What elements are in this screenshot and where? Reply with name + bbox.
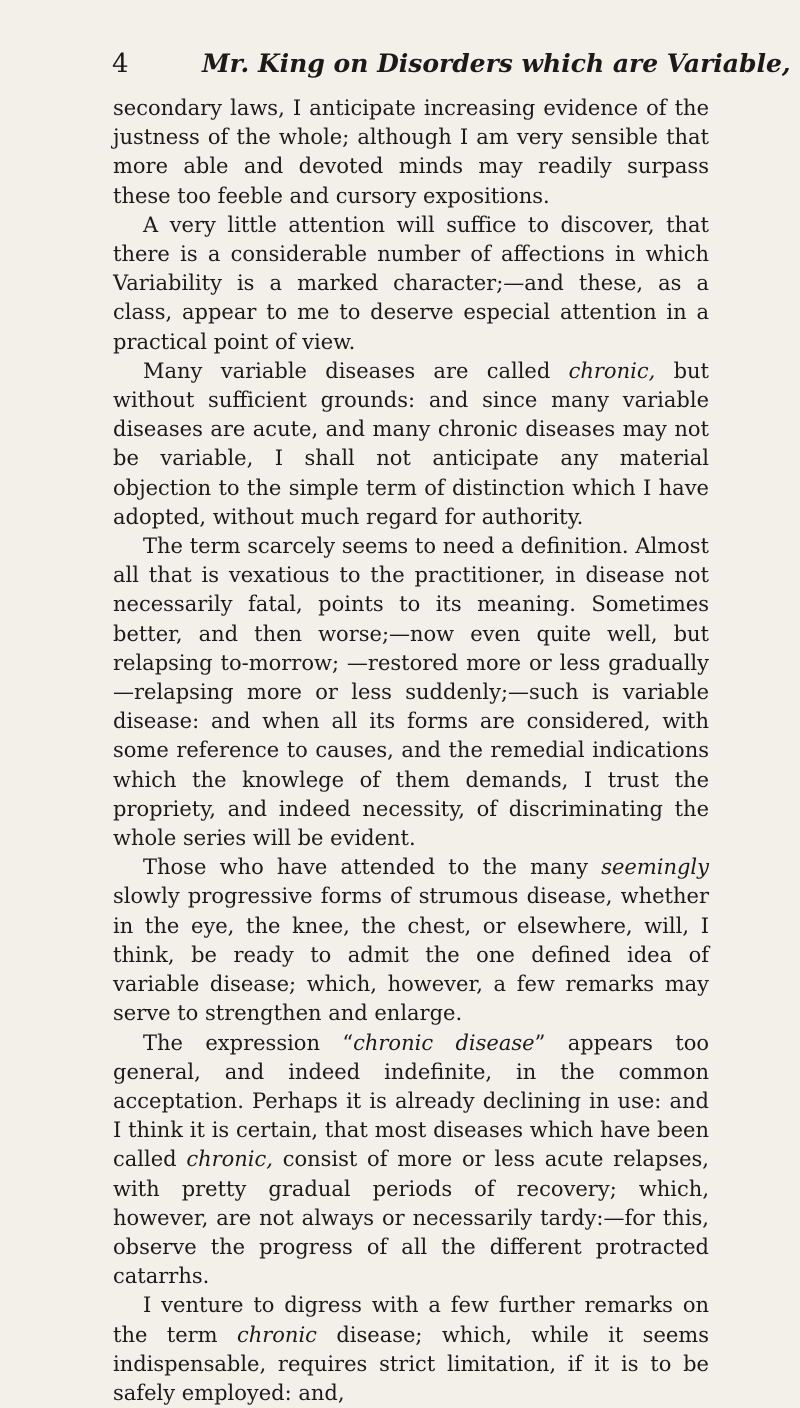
paragraph bbox=[113, 94, 709, 211]
paragraph bbox=[113, 357, 709, 532]
text-run: disease; which, while it seems indispensable, requires strict limitation, if it is to be safely employed: and, bbox=[113, 1322, 710, 1405]
paragraph bbox=[113, 1029, 709, 1292]
text-run: consist of more or less acute relapses, with pretty gradual periods of recovery; which, however, are not always or necessarily tardy:—for this, observe the progress of all the different protracted catarrhs. bbox=[113, 1147, 709, 1289]
paragraph bbox=[113, 532, 709, 853]
text-run: I venture to digress with a few further remarks on the term bbox=[113, 1293, 709, 1347]
text-run: A very little attention will suffice to discover, that there is a considerable number of affections in which Variability is a marked character;—and these, as a class, appear to me to deserve especial attention in a practical point of view. bbox=[113, 212, 709, 354]
paragraph bbox=[113, 1291, 709, 1408]
page-header bbox=[0, 44, 800, 84]
text-run: secondary laws, I anticipate increasing evidence of the justness of the whole; although I am very sensible that more able and devoted minds may readily surpass these too feeble and cursory expositions. bbox=[113, 96, 709, 208]
text-run: ” appears too general, and indeed indefinite, in the common acceptation. Perhaps it is already declining in use: and I think it is certain, that most diseases which have been called bbox=[113, 1030, 710, 1172]
italic-text-run: chronic bbox=[236, 1322, 317, 1347]
paragraph bbox=[113, 853, 709, 1028]
italic-text-run: chronic disease bbox=[353, 1030, 535, 1055]
paragraph bbox=[113, 211, 709, 357]
page-number: 4 bbox=[112, 49, 129, 79]
text-run: The expression “ bbox=[143, 1030, 354, 1055]
body-text bbox=[113, 94, 709, 1408]
text-run: but without sufficient grounds: and since many variable diseases are acute, and many chronic diseases may not be variable, I shall not anticipate any material objection to the simple term of distinction which I have adopted, without much regard for authority. bbox=[113, 358, 709, 529]
italic-text-run: chronic, bbox=[568, 358, 656, 383]
italic-text-run: chronic, bbox=[186, 1147, 273, 1172]
text-run: Many variable diseases are called bbox=[143, 358, 569, 383]
text-run: The term scarcely seems to need a definition. Almost all that is vexatious to the practitioner, in disease not necessarily fatal, points to its meaning. Sometimes better, and then worse;—now even quite well, but relapsing to-morrow; —restored more or less gradually—relapsing more or less suddenly;—such is variable disease: and when all its forms are considered, with some reference to causes, and the remedial indications which the knowlege of them demands, I trust the propriety, and indeed necessity, of discriminating the whole series will be evident. bbox=[113, 534, 709, 851]
text-run: Those who have attended to the many bbox=[143, 855, 602, 880]
italic-text-run: seemingly bbox=[601, 855, 709, 880]
text-run: slowly progressive forms of strumous disease, whether in the eye, the knee, the chest, or elsewhere, will, I think, be ready to admit the one defined idea of variable disease; which, however, a few remarks may serve to strengthen and enlarge. bbox=[113, 884, 709, 1026]
running-title: Mr. King on Disorders which are Variable, bbox=[202, 49, 791, 78]
